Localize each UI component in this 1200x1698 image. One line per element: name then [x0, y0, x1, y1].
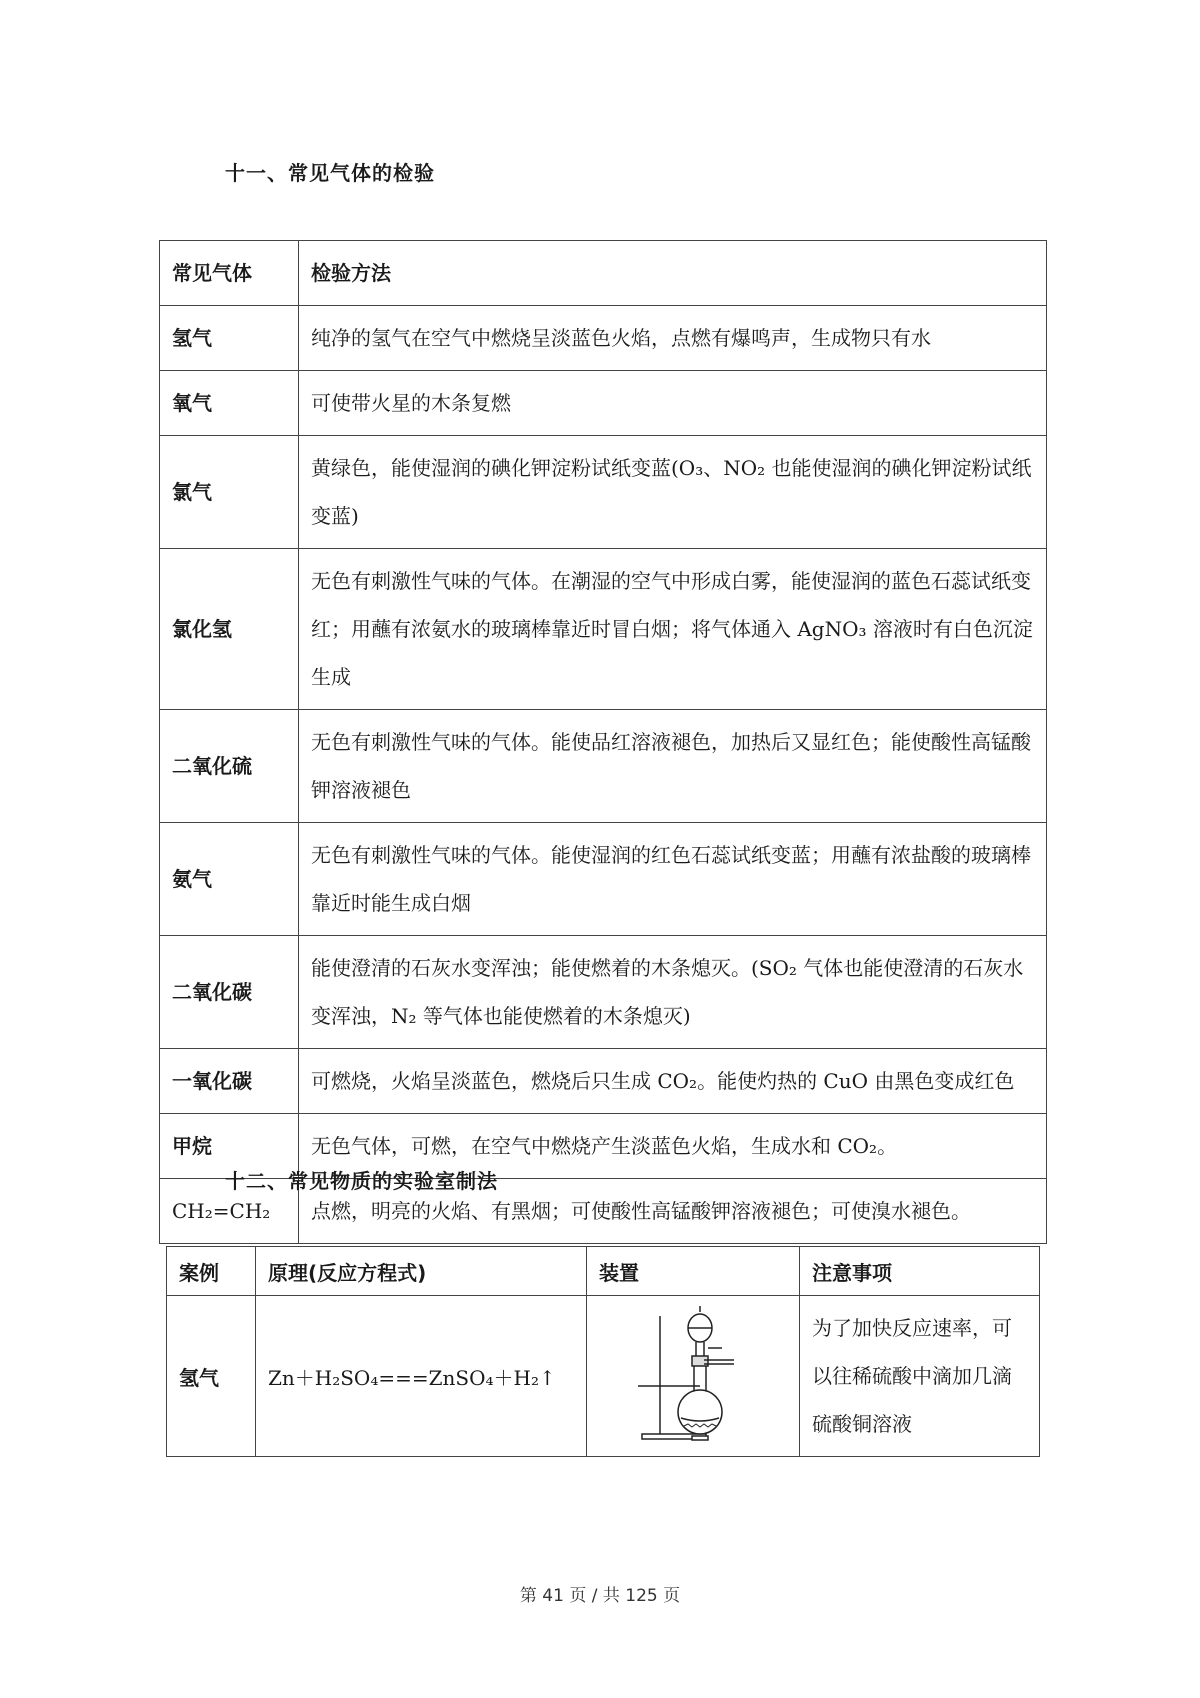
- apparatus-cell: [587, 1296, 800, 1457]
- table-row: [160, 823, 1047, 936]
- gas-name-cell: 二氧化硫: [160, 710, 299, 823]
- gas-name-cell: 氧气: [160, 371, 299, 436]
- gas-test-table: [159, 240, 1047, 1244]
- header-apparatus: 装置: [587, 1247, 800, 1296]
- gas-name-cell: 氯气: [160, 436, 299, 549]
- table-header-row: [167, 1247, 1040, 1296]
- header-method: 检验方法: [299, 241, 1047, 306]
- header-principle: 原理(反应方程式): [256, 1247, 587, 1296]
- method-cell: 纯净的氢气在空气中燃烧呈淡蓝色火焰，点燃有爆鸣声，生成物只有水: [299, 306, 1047, 371]
- table-row: [160, 549, 1047, 710]
- header-case: 案例: [167, 1247, 256, 1296]
- page-footer: 第 41 页 / 共 125 页: [519, 1586, 681, 1606]
- table-row: [160, 371, 1047, 436]
- table-row: [160, 936, 1047, 1049]
- header-gas: 常见气体: [160, 241, 299, 306]
- apparatus-diagram-icon: [638, 1306, 748, 1446]
- section-11-title: 十一、常见气体的检验: [225, 161, 435, 185]
- header-notes: 注意事项: [800, 1247, 1040, 1296]
- table-row: [160, 710, 1047, 823]
- equation-cell: Zn＋H₂SO₄===ZnSO₄＋H₂↑: [256, 1296, 587, 1457]
- gas-name-cell: 二氧化碳: [160, 936, 299, 1049]
- table-header-row: [160, 241, 1047, 306]
- method-cell: 无色有刺激性气味的气体。在潮湿的空气中形成白雾，能使湿润的蓝色石蕊试纸变红；用蘸有浓氨水的玻璃棒靠近时冒白烟；将气体通入 AgNO₃ 溶液时有白色沉淀生成: [299, 549, 1047, 710]
- lab-prep-table: [166, 1246, 1040, 1457]
- gas-name-cell: CH₂=CH₂: [160, 1179, 299, 1244]
- gas-name-cell: 氨气: [160, 823, 299, 936]
- section-12-title: 十二、常见物质的实验室制法: [225, 1169, 498, 1193]
- table-row: [160, 306, 1047, 371]
- case-cell: 氢气: [167, 1296, 256, 1457]
- gas-name-cell: 氢气: [160, 306, 299, 371]
- notes-cell: 为了加快反应速率，可以往稀硫酸中滴加几滴硫酸铜溶液: [800, 1296, 1040, 1457]
- method-cell: 能使澄清的石灰水变浑浊；能使燃着的木条熄灭。(SO₂ 气体也能使澄清的石灰水变浑浊，N₂ 等气体也能使燃着的木条熄灭): [299, 936, 1047, 1049]
- table-row: [160, 436, 1047, 549]
- method-cell: 点燃，明亮的火焰、有黑烟；可使酸性高锰酸钾溶液褪色；可使溴水褪色。: [299, 1179, 1047, 1244]
- gas-name-cell: 甲烷: [160, 1114, 299, 1179]
- method-cell: 可使带火星的木条复燃: [299, 371, 1047, 436]
- gas-name-cell: 氯化氢: [160, 549, 299, 710]
- method-cell: 无色有刺激性气味的气体。能使品红溶液褪色，加热后又显红色；能使酸性高锰酸钾溶液褪色: [299, 710, 1047, 823]
- gas-name-cell: 一氧化碳: [160, 1049, 299, 1114]
- method-cell: 无色气体，可燃，在空气中燃烧产生淡蓝色火焰，生成水和 CO₂。: [299, 1114, 1047, 1179]
- method-cell: 黄绿色，能使湿润的碘化钾淀粉试纸变蓝(O₃、NO₂ 也能使湿润的碘化钾淀粉试纸变蓝): [299, 436, 1047, 549]
- table-row: [160, 1049, 1047, 1114]
- method-cell: 可燃烧，火焰呈淡蓝色，燃烧后只生成 CO₂。能使灼热的 CuO 由黑色变成红色: [299, 1049, 1047, 1114]
- table-row: [167, 1296, 1040, 1457]
- method-cell: 无色有刺激性气味的气体。能使湿润的红色石蕊试纸变蓝；用蘸有浓盐酸的玻璃棒靠近时能生成白烟: [299, 823, 1047, 936]
